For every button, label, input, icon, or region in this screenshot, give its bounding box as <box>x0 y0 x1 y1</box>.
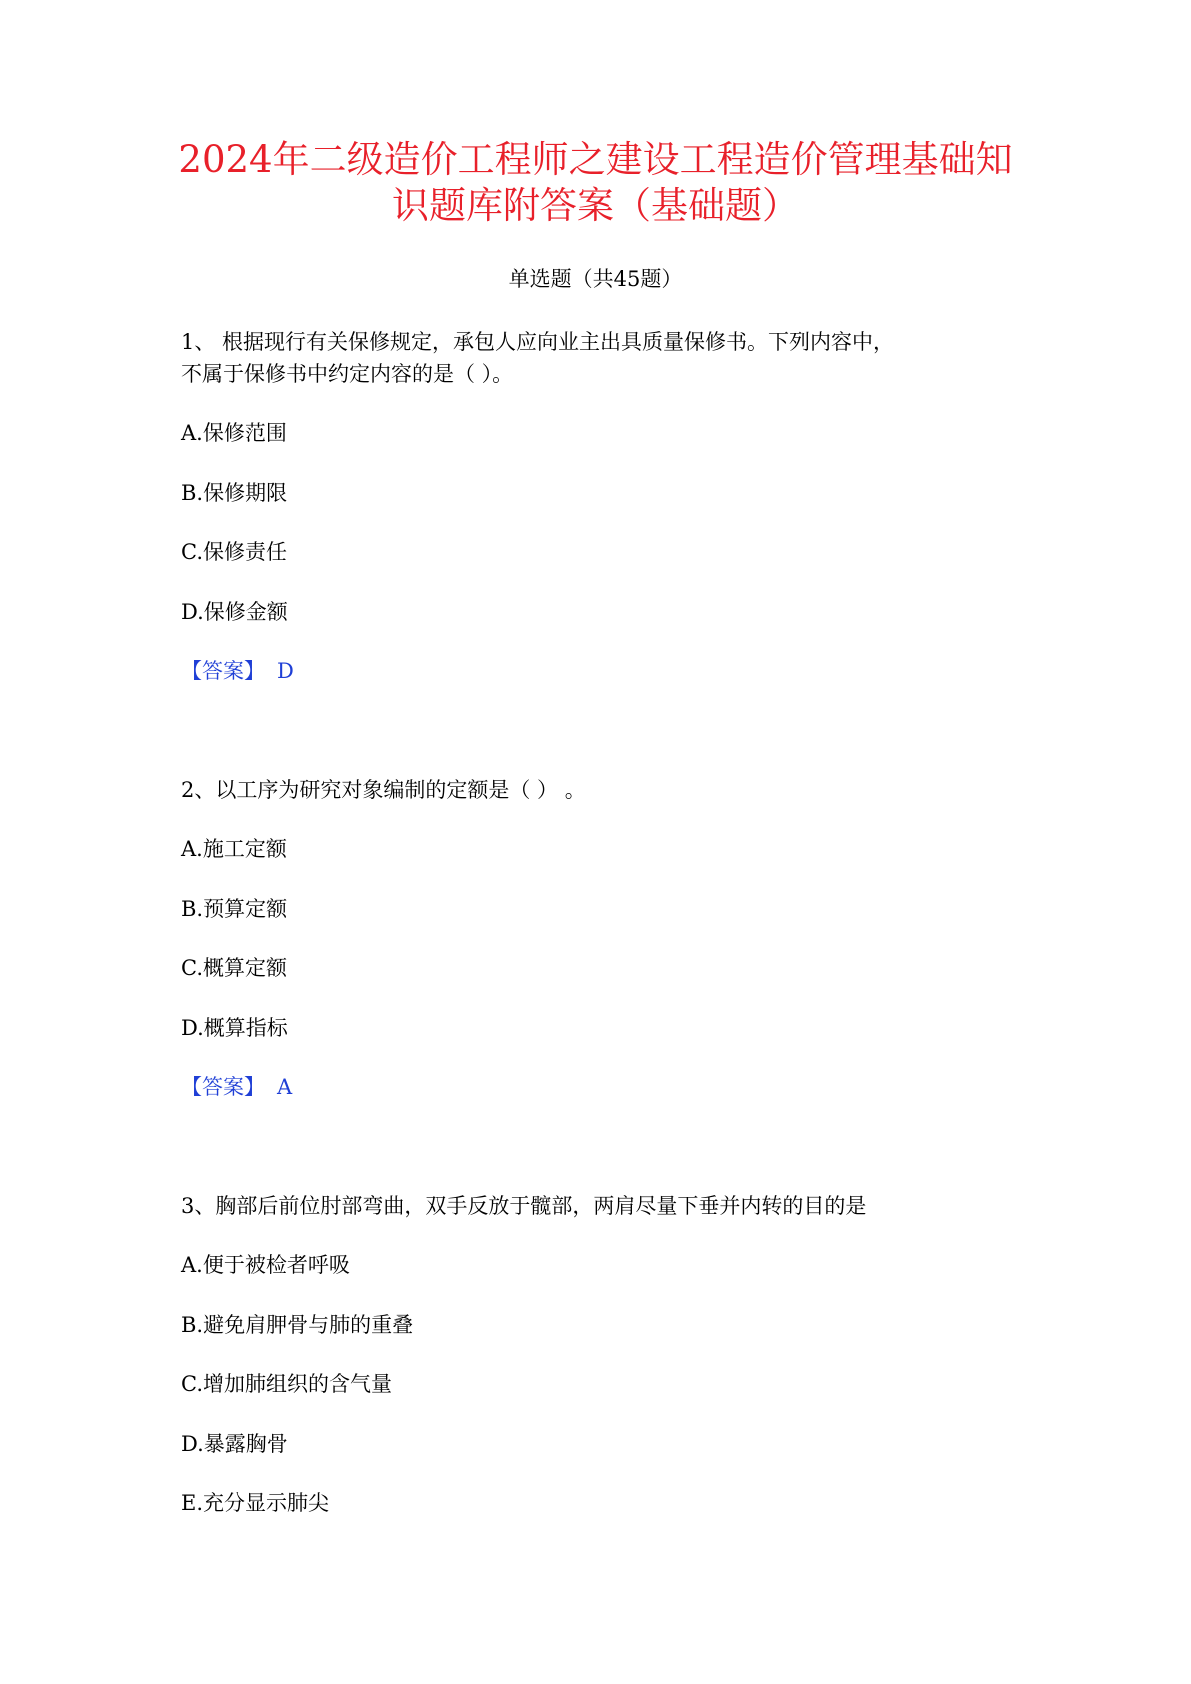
option-c: C.增加肺组织的含气量 <box>181 1372 392 1396</box>
option-d: D.概算指标 <box>181 1016 288 1040</box>
document-title-line-1: 2024年二级造价工程师之建设工程造价管理基础知 <box>178 138 1013 181</box>
option-b: B.保修期限 <box>181 481 288 505</box>
option-d: D.暴露胸骨 <box>181 1432 288 1456</box>
option-c: C.保修责任 <box>181 540 287 564</box>
option-d: D.保修金额 <box>181 600 288 624</box>
question-stem-continued: 不属于保修书中约定内容的是（ ）。 <box>181 362 514 386</box>
answer-value: A <box>277 1075 293 1099</box>
option-a: A.便于被检者呼吸 <box>181 1253 350 1277</box>
option-b: B.避免肩胛骨与肺的重叠 <box>181 1313 414 1337</box>
answer-line <box>181 1072 292 1102</box>
answer-label: 【答案】 <box>181 1075 265 1099</box>
option-a: A.保修范围 <box>181 421 287 445</box>
question-stem: 1、 根据现行有关保修规定，承包人应向业主出具质量保修书。下列内容中， <box>181 330 895 354</box>
document-title-line-2: 识题库附答案（基础题） <box>392 184 799 227</box>
option-c: C.概算定额 <box>181 956 287 980</box>
section-heading: 单选题（共45题） <box>508 267 683 291</box>
question-stem: 3、胸部后前位肘部弯曲，双手反放于髋部，两肩尽量下垂并内转的目的是 <box>181 1194 867 1218</box>
option-b: B.预算定额 <box>181 897 288 921</box>
answer-line <box>181 656 294 686</box>
option-a: A.施工定额 <box>181 837 287 861</box>
answer-value: D <box>277 659 294 683</box>
question-stem: 2、以工序为研究对象编制的定额是（ ） 。 <box>181 778 586 802</box>
option-e: E.充分显示肺尖 <box>181 1491 330 1515</box>
answer-label: 【答案】 <box>181 659 265 683</box>
